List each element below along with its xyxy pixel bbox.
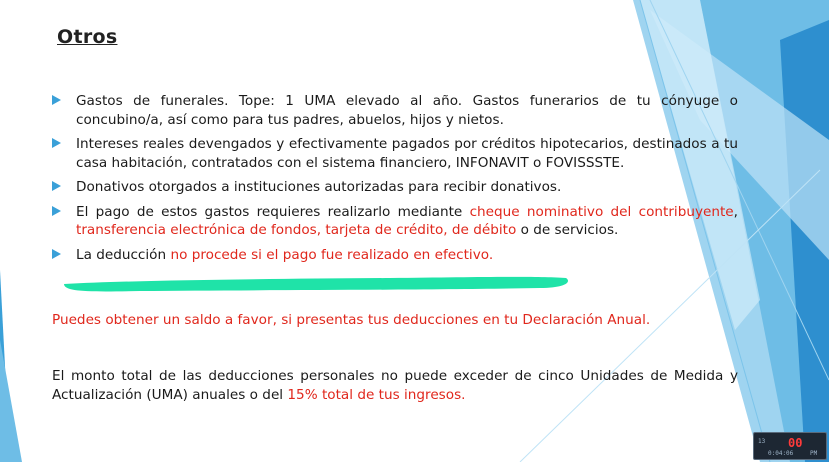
monto-note [52,367,738,405]
bullet-list [52,92,738,270]
bullet-item [52,246,738,265]
bullet-text: , [733,203,738,220]
slide-title: Otros [57,26,118,48]
bullet-item [52,135,738,172]
clock-widget[interactable] [753,432,827,460]
bullet-text: Donativos otorgados a instituciones autorizadas para recibir donativos. [76,179,562,195]
bullet-text-red: transferencia electrónica de fondos, tarjeta de crédito, de débito [76,222,517,238]
bullet-item [52,92,738,129]
bullet-arrow-icon [52,249,61,259]
bullet-item [52,203,738,240]
bullet-item [52,178,738,197]
bullet-text: Intereses reales devengados y efectivamente pagados por créditos hipotecarios, destinados a tu casa habitación, contratados con el sistema financiero, INFONAVIT o FOVISSSTE. [76,136,738,171]
monto-text: El monto total de las deducciones personales no puede exceder de cinco Unidades de Medida y Actualización (UMA) anuales o del [52,368,738,403]
saldo-note: Puedes obtener un saldo a favor, si presentas tus deducciones en tu Declaración Anual. [52,312,651,328]
clock-label: 13 [758,438,766,445]
bullet-text-red: cheque nominativo del contribuyente [469,203,734,220]
clock-period: PM [810,450,818,457]
bullet-text: Gastos de funerales. Tope: 1 UMA elevado al año. Gastos funerarios de tu cónyuge o concubino/a, así como para tus padres, abuelos, hijos y nietos. [76,93,738,128]
bullet-arrow-icon [52,138,61,148]
bullet-text: o de servicios. [516,222,619,238]
highlighter-stroke [60,270,572,294]
clock-digits: 00 [788,436,803,450]
bullet-arrow-icon [52,206,61,216]
bullet-arrow-icon [52,181,61,191]
bullet-text: El pago de estos gastos requieres realizarlo mediante [76,203,470,220]
bullet-text-red: no procede si el pago fue realizado en efectivo. [170,246,494,263]
bullet-text: La deducción [76,246,171,263]
bullet-arrow-icon [52,95,61,105]
monto-text-red: 15% total de tus ingresos. [287,387,466,403]
clock-time: 0:04:06 [768,450,794,457]
